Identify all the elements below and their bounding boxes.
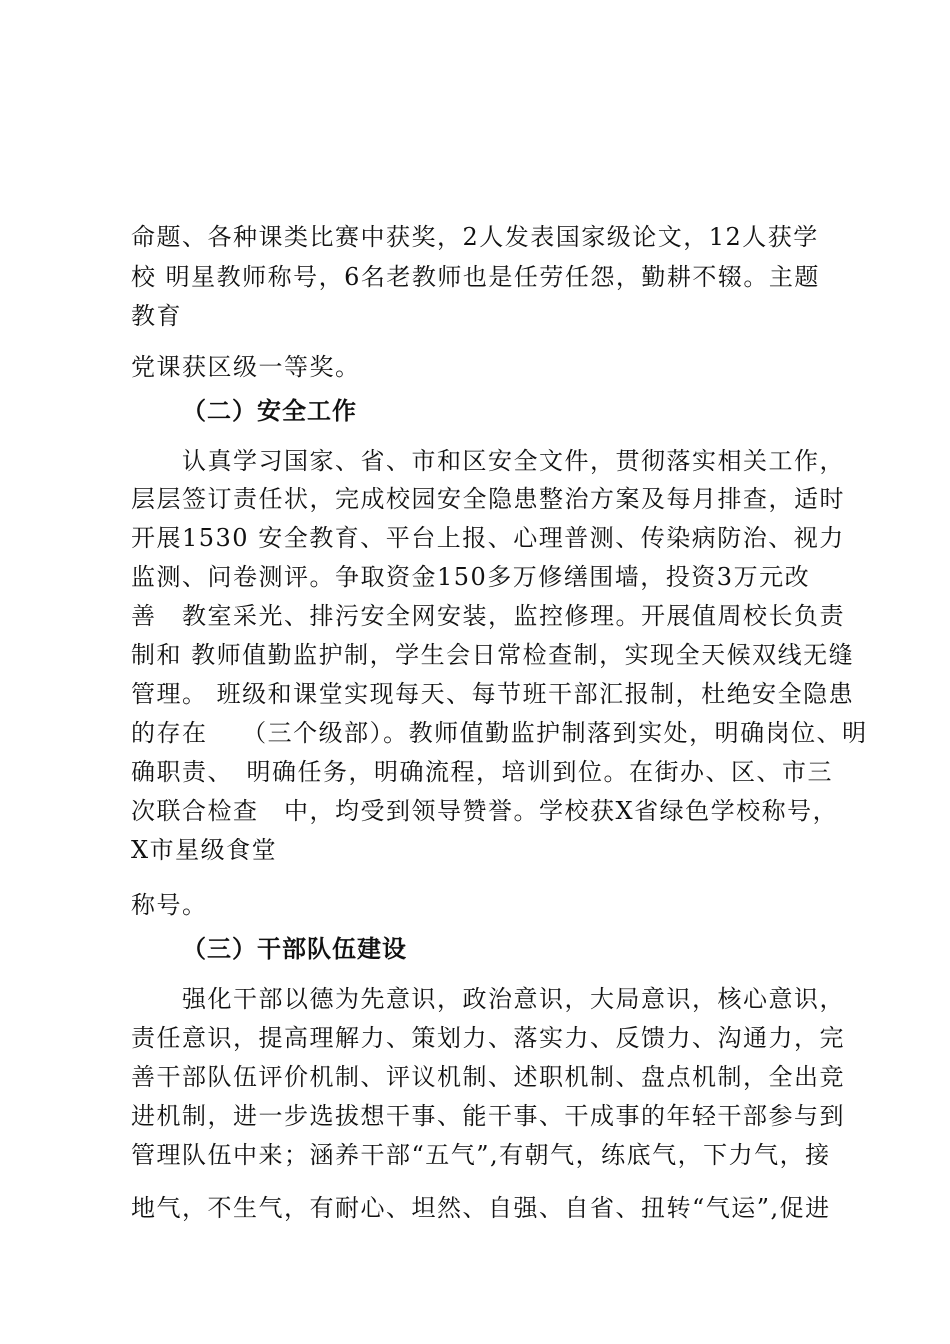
section-heading-cadre: （三）干部队伍建设 [182,935,407,963]
text-line: 责任意识，提高理解力、策划力、落实力、反馈力、沟通力，完 [131,1024,845,1052]
text-line: 认真学习国家、省、市和区安全文件，贯彻落实相关工作， [182,447,845,475]
text-line: 确职责、 明确任务，明确流程，培训到位。在街办、区、市三 [131,758,833,786]
text-line: 强化干部以德为先意识，政治意识，大局意识，核心意识， [182,985,845,1013]
text-line: 称号。 [131,891,208,919]
text-line: 制和 教师值勤监护制，学生会日常检查制，实现全天候双线无缝 [131,641,855,669]
text-line: X市星级食堂 [131,836,278,864]
text-line: 命题、各种课类比赛中获奖，2人发表国家级论文，12人获学 [131,223,819,251]
text-line: 层层签订责任状，完成校园安全隐患整治方案及每月排查，适时 [131,485,845,513]
section-heading-safety: （二）安全工作 [182,397,357,425]
text-line: 善 教室采光、排污安全网安装，监控修理。开展值周校长负责 [131,602,845,630]
text-line: 监测、问卷测评。争取资金150多万修缮围墙，投资3万元改 [131,563,811,591]
text-line: 开展1530 安全教育、平台上报、心理普测、传染病防治、视力 [131,524,845,552]
text-line: 校 明星教师称号，6名老教师也是任劳任怨，勤耕不辍。主题 [131,263,820,291]
text-line: 管理。 班级和课堂实现每天、每节班干部汇报制，杜绝安全隐患 [131,680,855,708]
text-line: 教育 [131,302,182,330]
text-line: 次联合检查 中，均受到领导赞誉。学校获X省绿色学校称号， [131,797,839,825]
text-line: 管理队伍中来；涵养干部“五气”,有朝气，练底气，下力气，接 [131,1141,831,1169]
text-line: 地气，不生气，有耐心、坦然、自强、自省、扭转“气运”,促进 [131,1194,831,1222]
text-line: 进机制，进一步选拔想干事、能干事、干成事的年轻干部参与到 [131,1102,845,1130]
text-line: 的存在 （三个级部）。教师值勤监护制落到实处，明确岗位、明 [131,719,868,747]
text-line: 党课获区级一等奖。 [131,353,361,381]
text-line: 善干部队伍评价机制、评议机制、述职机制、盘点机制，全出竞 [131,1063,845,1091]
